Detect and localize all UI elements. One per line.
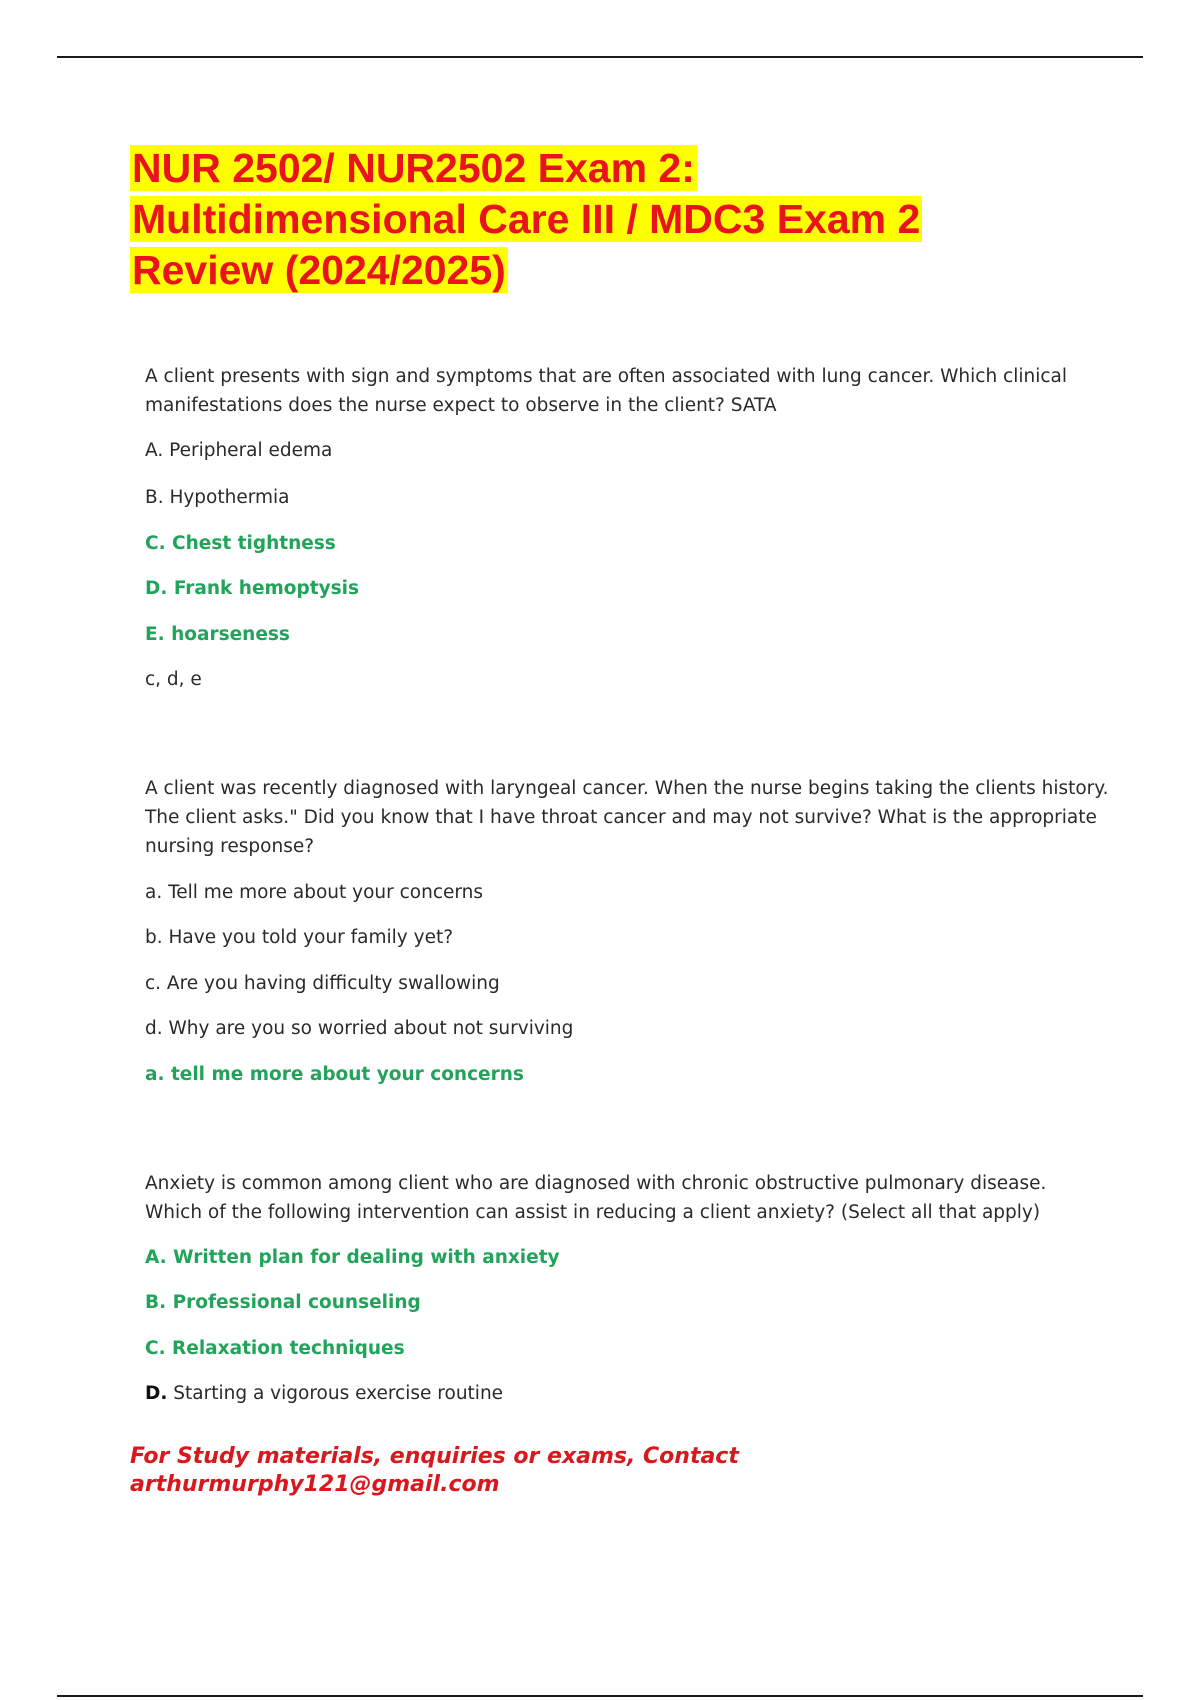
contact-note [130,1443,739,1499]
question-3-stem [145,1169,1105,1227]
title-line-3: Review (2024/2025) [132,247,506,293]
question-1-option-a: A. Peripheral edema [145,440,333,461]
question-3-option-a-correct: A. Written plan for dealing with anxiety [145,1247,560,1268]
document-title [130,143,1030,296]
question-1-option-b: B. Hypothermia [145,487,290,508]
question-3-stem-line-1: Anxiety is common among client who are diagnosed with chronic obstructive pulmonary disease. [145,1173,1047,1194]
question-3-option-b-correct: B. Professional counseling [145,1292,421,1313]
top-divider [57,56,1143,58]
question-2-stem-line-2: The client asks." Did you know that I have throat cancer and may not survive? What is the appropriate [145,807,1097,828]
question-1-option-c-correct: C. Chest tightness [145,533,336,554]
question-3-option-d-text: Starting a vigorous exercise routine [167,1383,504,1404]
question-2-answer-correct: a. tell me more about your concerns [145,1064,524,1085]
question-3-option-d [145,1382,503,1406]
question-2-option-b: b. Have you told your family yet? [145,927,454,948]
question-1-answer: c, d, e [145,669,202,690]
question-1-option-e-correct: E. hoarseness [145,624,290,645]
question-2-option-a: a. Tell me more about your concerns [145,882,484,903]
question-2-stem-line-1: A client was recently diagnosed with laryngeal cancer. When the nurse begins taking the clients history. [145,778,1109,799]
question-1-stem [145,362,1105,420]
question-2-option-c: c. Are you having difficulty swallowing [145,973,500,994]
title-line-2: Multidimensional Care III / MDC3 Exam 2 [132,196,921,242]
contact-line-1: For Study materials, enquiries or exams, Contact [130,1444,739,1469]
question-2-stem-line-3: nursing response? [145,836,315,857]
question-2-option-d: d. Why are you so worried about not surviving [145,1018,574,1039]
question-3-option-c-correct: C. Relaxation techniques [145,1338,405,1359]
question-3-option-d-letter: D. [145,1383,168,1404]
question-1-stem-line-1: A client presents with sign and symptoms that are often associated with lung cancer. Which clinical [145,366,1068,387]
question-1-option-d-correct: D. Frank hemoptysis [145,578,360,599]
title-line-1: NUR 2502/ NUR2502 Exam 2: [132,145,695,191]
question-1-stem-line-2: manifestations does the nurse expect to observe in the client? SATA [145,395,777,416]
bottom-divider [57,1695,1143,1697]
question-3-stem-line-2: Which of the following intervention can assist in reducing a client anxiety? (Select all that apply) [145,1202,1041,1223]
contact-email: arthurmurphy121@gmail.com [130,1472,500,1497]
question-2-stem [145,774,1109,861]
